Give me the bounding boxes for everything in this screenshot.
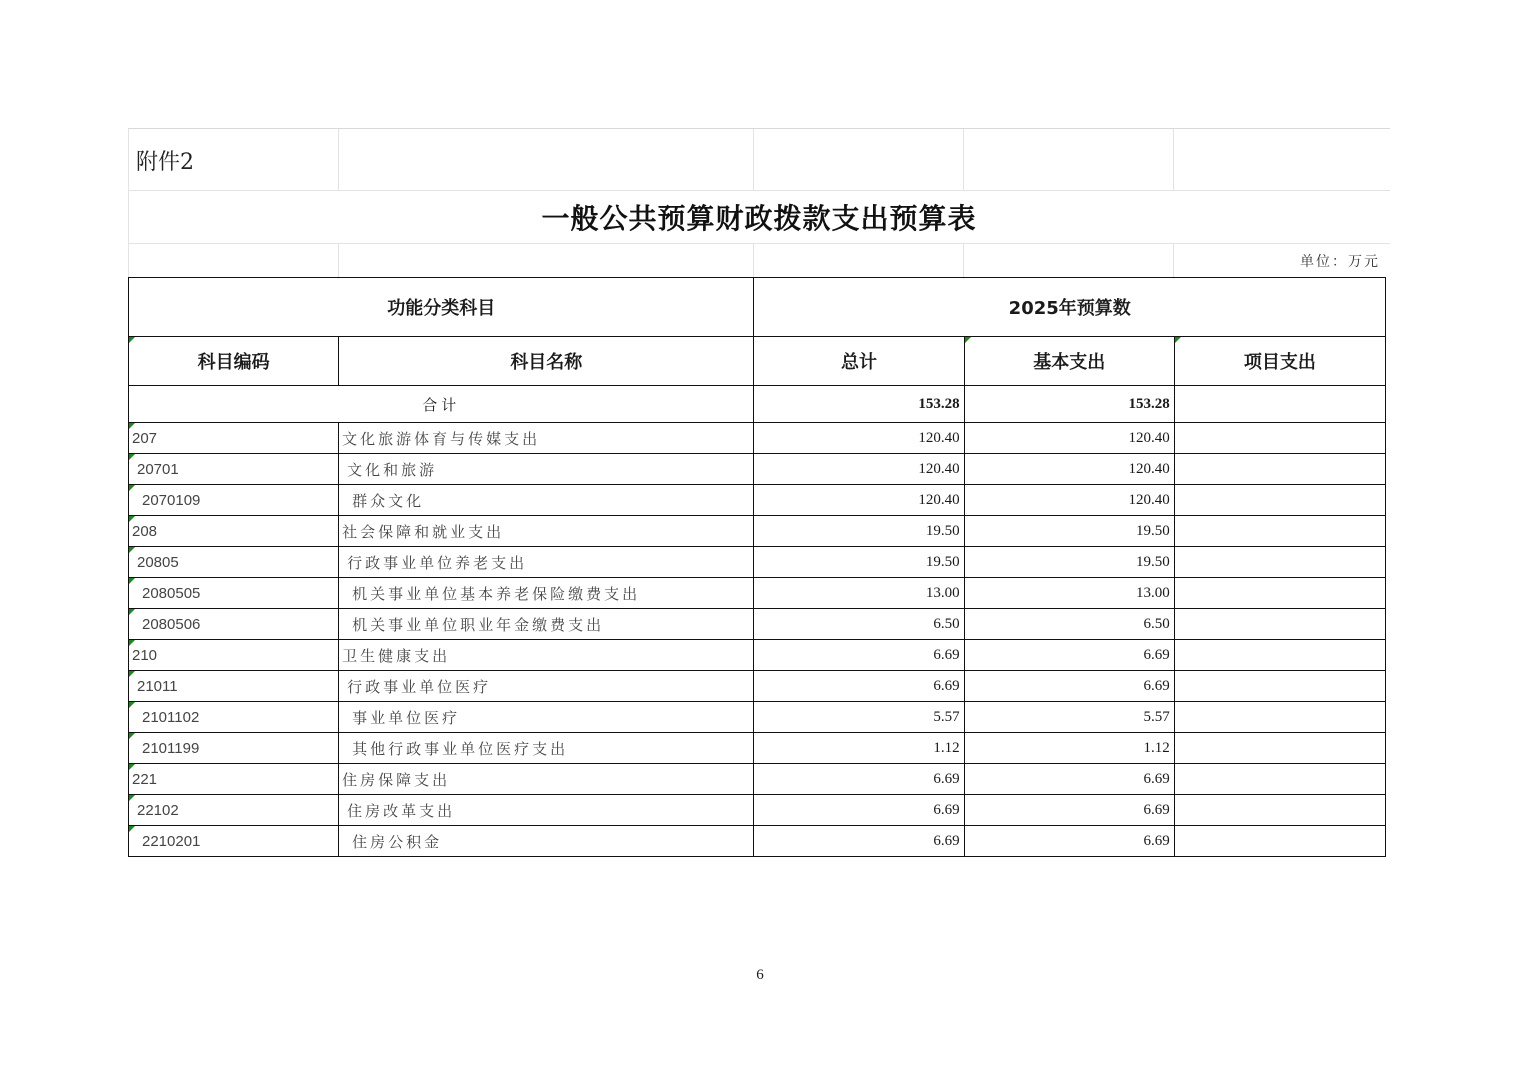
row-basic: 120.40: [964, 454, 1174, 485]
row-name: 卫生健康支出: [339, 640, 754, 671]
grid-line: [128, 190, 1390, 191]
row-code: 207: [129, 423, 339, 454]
row-project: [1174, 516, 1385, 547]
page-number: 6: [756, 967, 764, 983]
row-project: [1174, 485, 1385, 516]
row-name: 文化和旅游: [339, 454, 754, 485]
table-row: [129, 454, 1386, 485]
row-name: 群众文化: [339, 485, 754, 516]
row-project: [1174, 423, 1385, 454]
header-grid: [128, 128, 1390, 279]
grid-line: [963, 129, 964, 191]
row-basic: 6.50: [964, 609, 1174, 640]
row-total: 19.50: [754, 516, 964, 547]
sheet-header-area: [128, 128, 1390, 279]
row-name: 其他行政事业单位医疗支出: [339, 733, 754, 764]
header-basic: 基本支出: [964, 337, 1174, 386]
row-total: 1.12: [754, 733, 964, 764]
grid-line: [753, 243, 754, 279]
table-row: [129, 516, 1386, 547]
row-name: 行政事业单位养老支出: [339, 547, 754, 578]
row-code: 2080505: [129, 578, 339, 609]
header-project: 项目支出: [1174, 337, 1385, 386]
row-project: [1174, 640, 1385, 671]
row-code: 2101199: [129, 733, 339, 764]
row-name: 机关事业单位基本养老保险缴费支出: [339, 578, 754, 609]
row-code: 2210201: [129, 826, 339, 857]
grid-line: [128, 243, 1390, 244]
row-code: 210: [129, 640, 339, 671]
row-name: 文化旅游体育与传媒支出: [339, 423, 754, 454]
row-total: 6.69: [754, 826, 964, 857]
row-name: 机关事业单位职业年金缴费支出: [339, 609, 754, 640]
header-row-group: [129, 278, 1386, 337]
row-basic: 19.50: [964, 547, 1174, 578]
grid-line: [1173, 243, 1174, 279]
header-total: 总计: [754, 337, 964, 386]
row-basic: 13.00: [964, 578, 1174, 609]
row-total: 5.57: [754, 702, 964, 733]
total-basic: 153.28: [964, 386, 1174, 423]
row-name: 社会保障和就业支出: [339, 516, 754, 547]
row-name: 住房保障支出: [339, 764, 754, 795]
table-row: [129, 578, 1386, 609]
row-basic: 6.69: [964, 671, 1174, 702]
row-project: [1174, 547, 1385, 578]
table-row: [129, 826, 1386, 857]
row-basic: 120.40: [964, 423, 1174, 454]
row-basic: 6.69: [964, 640, 1174, 671]
row-total: 120.40: [754, 423, 964, 454]
row-code: 20701: [129, 454, 339, 485]
row-project: [1174, 671, 1385, 702]
row-project: [1174, 702, 1385, 733]
header-functional-classification: 功能分类科目: [129, 278, 754, 337]
header-name: 科目名称: [339, 337, 754, 386]
header-code: 科目编码: [129, 337, 339, 386]
row-basic: 19.50: [964, 516, 1174, 547]
row-total: 13.00: [754, 578, 964, 609]
table-row: [129, 733, 1386, 764]
row-project: [1174, 578, 1385, 609]
row-name: 住房公积金: [339, 826, 754, 857]
row-code: 2101102: [129, 702, 339, 733]
grid-line: [753, 129, 754, 191]
grid-line: [338, 129, 339, 191]
row-project: [1174, 454, 1385, 485]
table-row: [129, 702, 1386, 733]
row-code: 2070109: [129, 485, 339, 516]
row-basic: 6.69: [964, 826, 1174, 857]
page-title: 一般公共预算财政拨款支出预算表: [541, 202, 977, 235]
row-total: 120.40: [754, 454, 964, 485]
table-row: [129, 795, 1386, 826]
row-total: 6.69: [754, 764, 964, 795]
budget-table: [128, 277, 1386, 857]
attachment-label: 附件2: [136, 150, 194, 175]
row-code: 2080506: [129, 609, 339, 640]
grid-line: [338, 243, 339, 279]
row-project: [1174, 733, 1385, 764]
total-project: [1174, 386, 1385, 423]
row-basic: 6.69: [964, 764, 1174, 795]
row-project: [1174, 609, 1385, 640]
row-code: 208: [129, 516, 339, 547]
row-total: 120.40: [754, 485, 964, 516]
table-row: [129, 671, 1386, 702]
row-code: 22102: [129, 795, 339, 826]
grid-line: [963, 243, 964, 279]
total-label: 合计: [129, 386, 754, 423]
header-budget-year: 2025年预算数: [754, 278, 1386, 337]
header-row-columns: [129, 337, 1386, 386]
grid-line: [1173, 129, 1174, 191]
row-basic: 5.57: [964, 702, 1174, 733]
row-basic: 6.69: [964, 795, 1174, 826]
table-row: [129, 485, 1386, 516]
table-row: [129, 547, 1386, 578]
table-row: [129, 764, 1386, 795]
row-total: 19.50: [754, 547, 964, 578]
row-code: 20805: [129, 547, 339, 578]
total-row: [129, 386, 1386, 423]
table-row: [129, 609, 1386, 640]
row-project: [1174, 826, 1385, 857]
row-total: 6.50: [754, 609, 964, 640]
row-total: 6.69: [754, 640, 964, 671]
row-total: 6.69: [754, 671, 964, 702]
table-row: [129, 423, 1386, 454]
row-code: 21011: [129, 671, 339, 702]
row-project: [1174, 795, 1385, 826]
row-total: 6.69: [754, 795, 964, 826]
unit-label: 单位：万元: [1300, 254, 1380, 270]
total-total: 153.28: [754, 386, 964, 423]
row-basic: 1.12: [964, 733, 1174, 764]
row-project: [1174, 764, 1385, 795]
row-name: 住房改革支出: [339, 795, 754, 826]
row-name: 行政事业单位医疗: [339, 671, 754, 702]
row-code: 221: [129, 764, 339, 795]
table-row: [129, 640, 1386, 671]
row-name: 事业单位医疗: [339, 702, 754, 733]
row-basic: 120.40: [964, 485, 1174, 516]
